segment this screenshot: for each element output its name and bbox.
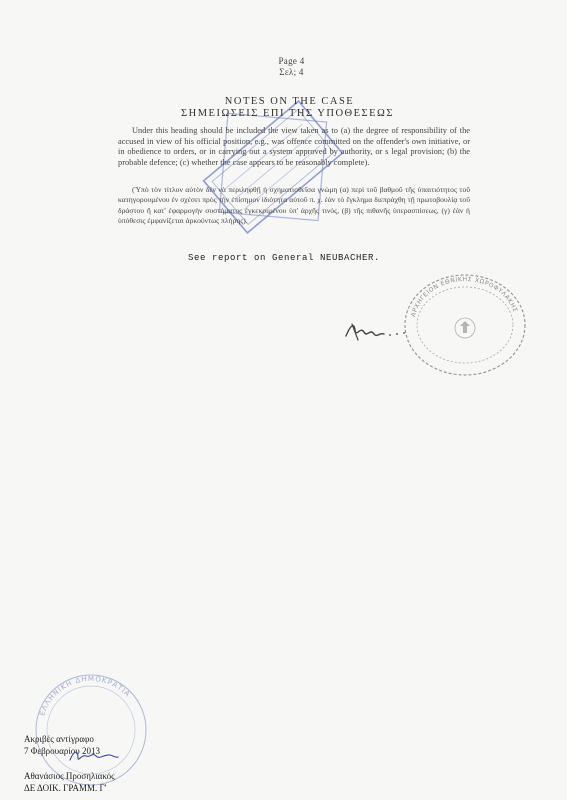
handwritten-signature <box>66 746 122 766</box>
round-stamp-right-text: ΑΡΧΗΓΕΙΟΝ ΕΘΝΙΚΗΣ ΧΩΡΟΦΥΛΑΚΗΣ <box>409 275 519 318</box>
certified-copy-label: Ακριβές αντίγραφο <box>24 734 94 744</box>
handwritten-initials <box>340 316 420 346</box>
page-number-el: Σελ; 4 <box>279 67 304 77</box>
round-stamp-bottom-text: ΕΛΛΗΝΙΚΗ ΔΗΜΟΚΡΑΤΙΑ <box>38 674 132 717</box>
typed-report-note: See report on General NEUBACHER. <box>188 253 381 263</box>
certification-date: 7 Φεβρουαρίου 2013 <box>24 745 100 756</box>
section-title-en: NOTES ON THE CASE <box>224 96 355 107</box>
section-title-el: ΣΗΜΕΙΩΣΕΙΣ ΕΠΙ ΤΗΣ ΥΠΟΘΕΣΕΩΣ <box>181 108 394 119</box>
instruction-paragraph-el: (Ὑπὸ τὸν τίτλον αὐτὸν δὲν νὰ περιληφθῇ ἡ σχηματισθεῖσα γνώμη (α) περὶ τοῦ βαθμοῦ τῆς ὑπαιτιότητος τοῦ κατηγορουμένου ἐν σχέσει πρὸς τὴν ἐπίσημον ἰδιότητα αὐτοῦ π. χ. ἐὰν τὸ ἔγκλημα διεπράχθη τῇ πρωτοβουλίᾳ τοῦ δράστου ἢ κατ' ἐφαρμογὴν συστήματος ἐγκεκριμένου ὑπ' ἀρχῆς τινός, (β) τῆς πιθανῆς ὑπερασπίσεως, (γ) ἐὰν ἡ ὑπόθεσις ἐμφανίζεται ἀρκούντως πλήρης). <box>118 185 470 226</box>
instruction-paragraph-en: Under this heading should be included the view taken as to (a) the degree of responsibility of the accused in view of his official position, e.g., was offence committed on the offender's own initiative, or in obedience to orders, or in carrying out a system approved by authority, or s legal provision; (b) the probable defence; (c) whether the case appears to be reasonably complete). <box>118 126 470 167</box>
svg-text:ΕΛΛΗΝΙΚΗ ΔΗΜΟΚΡΑΤΙΑ <box>38 675 132 717</box>
signatory-title: ΔΕ ΔΟΙΚ. ΓΡΑΜΜ. Γ' <box>24 782 107 793</box>
signatory-name: Αθανάσιος Προσηλιακός <box>24 771 115 781</box>
svg-text:ΑΡΧΗΓΕΙΟΝ ΕΘΝΙΚΗΣ ΧΩΡΟΦΥΛΑΚΗΣ <box>410 276 519 318</box>
page-number-en: Page 4 <box>278 56 305 66</box>
